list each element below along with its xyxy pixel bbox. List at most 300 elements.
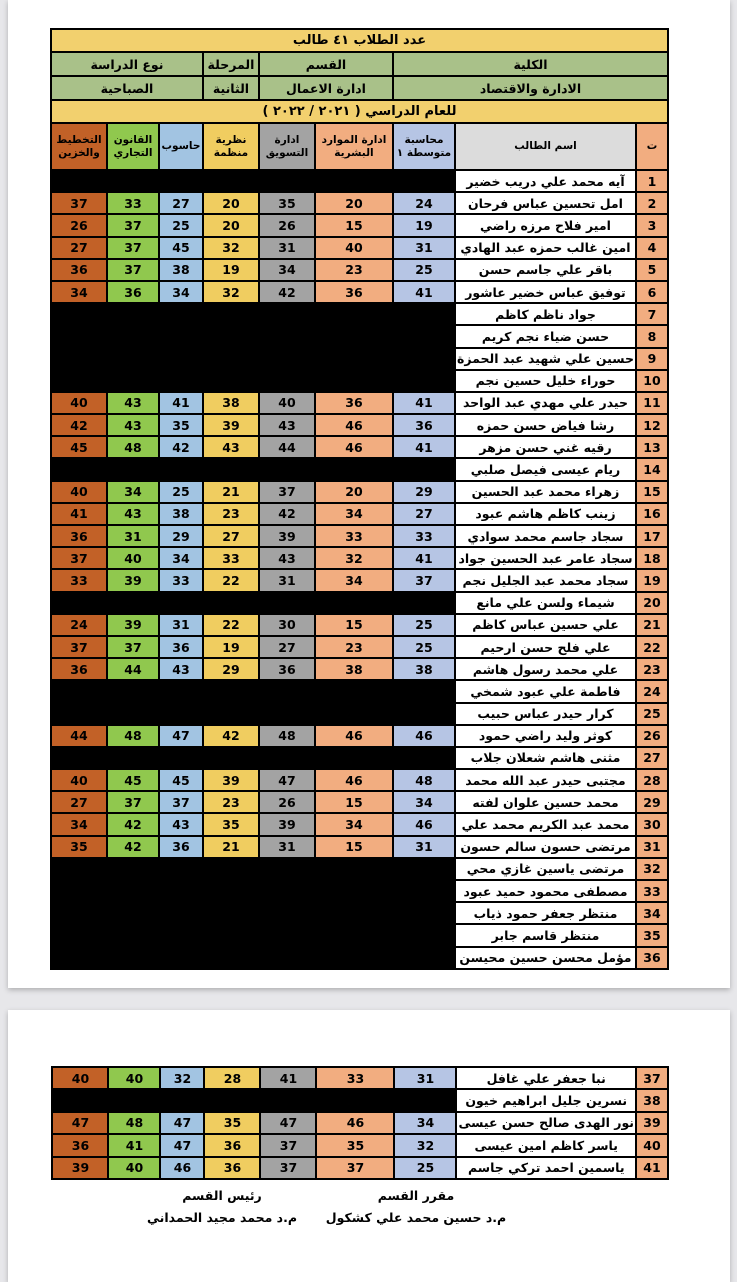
student-name: علي حسين عباس كاظم bbox=[455, 614, 636, 636]
grade-cell-human-resources-management: 46 bbox=[315, 769, 393, 791]
grade-cell-intermediate-accounting-1: 36 bbox=[393, 414, 455, 436]
grade-cell-computer: 29 bbox=[159, 525, 203, 547]
redacted-grades-block bbox=[51, 348, 455, 370]
grade-cell-planning-and-storage: 40 bbox=[51, 481, 107, 503]
grade-cell-human-resources-management: 40 bbox=[315, 237, 393, 259]
grade-cell-planning-and-storage: 45 bbox=[51, 436, 107, 458]
redacted-grades-block bbox=[51, 880, 455, 902]
grade-cell-human-resources-management: 35 bbox=[316, 1134, 394, 1156]
info-labels-row bbox=[51, 52, 668, 76]
grade-cell-human-resources-management: 34 bbox=[315, 813, 393, 835]
grades-table-page2 bbox=[51, 1066, 669, 1180]
student-row bbox=[52, 1112, 668, 1134]
student-serial: 11 bbox=[636, 392, 668, 414]
grade-cell-human-resources-management: 23 bbox=[315, 259, 393, 281]
grade-cell-computer: 38 bbox=[159, 503, 203, 525]
grade-cell-marketing-management: 31 bbox=[259, 237, 315, 259]
grade-cell-organization-theory: 27 bbox=[203, 525, 259, 547]
student-serial: 32 bbox=[636, 858, 668, 880]
grade-cell-organization-theory: 22 bbox=[203, 569, 259, 591]
grade-cell-marketing-management: 30 bbox=[259, 614, 315, 636]
student-row bbox=[51, 791, 668, 813]
student-row bbox=[51, 836, 668, 858]
student-row bbox=[52, 1067, 668, 1089]
grade-cell-organization-theory: 42 bbox=[203, 725, 259, 747]
grade-cell-human-resources-management: 33 bbox=[315, 525, 393, 547]
grade-cell-intermediate-accounting-1: 25 bbox=[393, 259, 455, 281]
grade-cell-computer: 33 bbox=[159, 569, 203, 591]
student-row bbox=[51, 370, 668, 392]
grade-cell-planning-and-storage: 37 bbox=[51, 192, 107, 214]
student-name: رقيه غني حسن مزهر bbox=[455, 436, 636, 458]
student-serial: 9 bbox=[636, 348, 668, 370]
student-name: ياسمين احمد تركي جاسم bbox=[456, 1157, 636, 1179]
grade-cell-planning-and-storage: 36 bbox=[51, 259, 107, 281]
student-row bbox=[51, 237, 668, 259]
student-serial: 26 bbox=[636, 725, 668, 747]
student-serial: 31 bbox=[636, 836, 668, 858]
student-name: محمد عبد الكريم محمد علي bbox=[455, 813, 636, 835]
student-name: فاطمة علي عبود شمخي bbox=[455, 680, 636, 702]
grade-cell-human-resources-management: 15 bbox=[315, 614, 393, 636]
student-name: سجاد محمد عبد الجليل نجم bbox=[455, 569, 636, 591]
grade-cell-commercial-law: 39 bbox=[107, 614, 159, 636]
grade-cell-human-resources-management: 34 bbox=[315, 503, 393, 525]
grade-cell-human-resources-management: 23 bbox=[315, 636, 393, 658]
department-head-name: م.د محمد مجيد الحمداني bbox=[146, 1210, 297, 1225]
grade-cell-planning-and-storage: 34 bbox=[51, 281, 107, 303]
grade-cell-planning-and-storage: 42 bbox=[51, 414, 107, 436]
grade-cell-planning-and-storage: 27 bbox=[51, 791, 107, 813]
student-row bbox=[51, 547, 668, 569]
grade-cell-commercial-law: 33 bbox=[107, 192, 159, 214]
student-name: زينب كاظم هاشم عبود bbox=[455, 503, 636, 525]
student-row bbox=[51, 858, 668, 880]
grade-cell-intermediate-accounting-1: 24 bbox=[393, 192, 455, 214]
grade-cell-intermediate-accounting-1: 31 bbox=[393, 237, 455, 259]
study-type-value-cell: الصباحية bbox=[51, 76, 203, 100]
student-row bbox=[51, 636, 668, 658]
grade-cell-marketing-management: 26 bbox=[259, 791, 315, 813]
signature-rapporteur bbox=[316, 1188, 516, 1225]
grade-cell-computer: 36 bbox=[159, 836, 203, 858]
student-serial: 36 bbox=[636, 947, 668, 969]
grade-cell-computer: 43 bbox=[159, 813, 203, 835]
column-header-intermediate-accounting-1: محاسبة متوسطة ١ bbox=[393, 123, 455, 170]
redacted-grades-block bbox=[51, 458, 455, 480]
student-serial: 12 bbox=[636, 414, 668, 436]
column-header-serial: ت bbox=[636, 123, 668, 170]
grade-cell-organization-theory: 43 bbox=[203, 436, 259, 458]
column-header-planning-and-storage: التخطيط والخزين bbox=[51, 123, 107, 170]
grade-cell-organization-theory: 32 bbox=[203, 281, 259, 303]
student-serial: 23 bbox=[636, 658, 668, 680]
student-serial: 1 bbox=[636, 170, 668, 192]
grade-cell-organization-theory: 21 bbox=[203, 481, 259, 503]
student-serial: 30 bbox=[636, 813, 668, 835]
students-count-cell: عدد الطلاب ٤١ طالب bbox=[51, 29, 668, 52]
student-name: نبا جعفر علي غافل bbox=[456, 1067, 636, 1089]
grade-cell-planning-and-storage: 40 bbox=[51, 769, 107, 791]
student-serial: 8 bbox=[636, 325, 668, 347]
student-name: حسن ضياء نجم كريم bbox=[455, 325, 636, 347]
student-name: نسرين جليل ابراهيم خيون bbox=[456, 1089, 636, 1111]
grade-cell-computer: 32 bbox=[160, 1067, 204, 1089]
info-values-row bbox=[51, 76, 668, 100]
grade-cell-marketing-management: 43 bbox=[259, 414, 315, 436]
grade-cell-marketing-management: 41 bbox=[260, 1067, 316, 1089]
student-name: مثنى هاشم شعلان جلاب bbox=[455, 747, 636, 769]
grade-cell-marketing-management: 40 bbox=[259, 392, 315, 414]
grade-cell-organization-theory: 28 bbox=[204, 1067, 260, 1089]
grade-cell-planning-and-storage: 35 bbox=[51, 836, 107, 858]
grade-cell-organization-theory: 23 bbox=[203, 791, 259, 813]
grade-cell-computer: 38 bbox=[159, 259, 203, 281]
student-serial: 4 bbox=[636, 237, 668, 259]
rapporteur-title: مقرر القسم bbox=[377, 1188, 455, 1203]
student-name: توفيق عباس خضير عاشور bbox=[455, 281, 636, 303]
student-row bbox=[51, 924, 668, 946]
grade-cell-marketing-management: 31 bbox=[259, 569, 315, 591]
grade-cell-marketing-management: 36 bbox=[259, 658, 315, 680]
grade-cell-intermediate-accounting-1: 37 bbox=[393, 569, 455, 591]
student-name: سجاد جاسم محمد سوادي bbox=[455, 525, 636, 547]
grade-cell-marketing-management: 27 bbox=[259, 636, 315, 658]
student-serial: 22 bbox=[636, 636, 668, 658]
grade-cell-human-resources-management: 46 bbox=[316, 1112, 394, 1134]
grade-cell-planning-and-storage: 47 bbox=[52, 1112, 108, 1134]
column-header-human-resources-management: ادارة الموارد البشرية bbox=[315, 123, 393, 170]
grade-cell-organization-theory: 19 bbox=[203, 259, 259, 281]
grade-cell-planning-and-storage: 24 bbox=[51, 614, 107, 636]
grade-cell-computer: 35 bbox=[159, 414, 203, 436]
student-serial: 10 bbox=[636, 370, 668, 392]
grade-cell-planning-and-storage: 36 bbox=[52, 1134, 108, 1156]
student-row bbox=[52, 1089, 668, 1111]
student-row bbox=[51, 392, 668, 414]
grade-cell-human-resources-management: 15 bbox=[315, 791, 393, 813]
student-serial: 5 bbox=[636, 259, 668, 281]
redacted-grades-block bbox=[51, 680, 455, 702]
department-head-title: رئيس القسم bbox=[182, 1188, 262, 1203]
grade-cell-human-resources-management: 15 bbox=[315, 214, 393, 236]
grade-cell-intermediate-accounting-1: 29 bbox=[393, 481, 455, 503]
student-name: سجاد عامر عبد الحسين جواد bbox=[455, 547, 636, 569]
grade-cell-planning-and-storage: 34 bbox=[51, 813, 107, 835]
grade-cell-marketing-management: 48 bbox=[259, 725, 315, 747]
student-serial: 14 bbox=[636, 458, 668, 480]
student-name: منتظر قاسم جابر bbox=[455, 924, 636, 946]
grade-cell-intermediate-accounting-1: 25 bbox=[394, 1157, 456, 1179]
student-serial: 2 bbox=[636, 192, 668, 214]
grade-cell-commercial-law: 39 bbox=[107, 569, 159, 591]
redacted-grades-block bbox=[51, 170, 455, 192]
student-serial: 13 bbox=[636, 436, 668, 458]
grade-cell-organization-theory: 19 bbox=[203, 636, 259, 658]
grade-cell-commercial-law: 37 bbox=[107, 791, 159, 813]
grade-cell-planning-and-storage: 37 bbox=[51, 636, 107, 658]
grade-cell-human-resources-management: 46 bbox=[315, 725, 393, 747]
grade-cell-intermediate-accounting-1: 19 bbox=[393, 214, 455, 236]
grade-cell-human-resources-management: 46 bbox=[315, 436, 393, 458]
student-serial: 29 bbox=[636, 791, 668, 813]
grade-cell-intermediate-accounting-1: 31 bbox=[394, 1067, 456, 1089]
grade-cell-commercial-law: 48 bbox=[107, 436, 159, 458]
student-name: جواد ناظم كاظم bbox=[455, 303, 636, 325]
grade-cell-commercial-law: 48 bbox=[108, 1112, 160, 1134]
grade-cell-marketing-management: 37 bbox=[259, 481, 315, 503]
student-row bbox=[51, 481, 668, 503]
grade-cell-computer: 47 bbox=[159, 725, 203, 747]
grade-cell-marketing-management: 37 bbox=[260, 1134, 316, 1156]
page-2 bbox=[8, 1010, 730, 1282]
grade-cell-computer: 34 bbox=[159, 547, 203, 569]
grade-cell-organization-theory: 22 bbox=[203, 614, 259, 636]
student-serial: 38 bbox=[636, 1089, 668, 1111]
student-serial: 6 bbox=[636, 281, 668, 303]
grade-cell-planning-and-storage: 26 bbox=[51, 214, 107, 236]
grade-cell-computer: 46 bbox=[160, 1157, 204, 1179]
student-name: مجتبى حيدر عبد الله محمد bbox=[455, 769, 636, 791]
grade-cell-organization-theory: 38 bbox=[203, 392, 259, 414]
student-serial: 18 bbox=[636, 547, 668, 569]
department-value-cell: ادارة الاعمال bbox=[259, 76, 393, 100]
student-name: زهراء محمد عبد الحسين bbox=[455, 481, 636, 503]
grade-cell-commercial-law: 36 bbox=[107, 281, 159, 303]
grade-cell-organization-theory: 20 bbox=[203, 214, 259, 236]
grade-cell-intermediate-accounting-1: 41 bbox=[393, 392, 455, 414]
student-row bbox=[51, 725, 668, 747]
grade-cell-commercial-law: 43 bbox=[107, 392, 159, 414]
grade-cell-human-resources-management: 36 bbox=[315, 392, 393, 414]
student-serial: 37 bbox=[636, 1067, 668, 1089]
grade-cell-intermediate-accounting-1: 32 bbox=[394, 1134, 456, 1156]
grade-cell-computer: 25 bbox=[159, 214, 203, 236]
student-serial: 17 bbox=[636, 525, 668, 547]
grade-cell-marketing-management: 34 bbox=[259, 259, 315, 281]
student-serial: 41 bbox=[636, 1157, 668, 1179]
student-row bbox=[51, 769, 668, 791]
column-header-organization-theory: نظرية منظمة bbox=[203, 123, 259, 170]
student-serial: 35 bbox=[636, 924, 668, 946]
grade-cell-commercial-law: 37 bbox=[107, 259, 159, 281]
grade-cell-commercial-law: 37 bbox=[107, 237, 159, 259]
student-row bbox=[51, 325, 668, 347]
student-row bbox=[52, 1157, 668, 1179]
student-name: نور الهدى صالح حسن عيسى bbox=[456, 1112, 636, 1134]
student-row bbox=[51, 192, 668, 214]
grade-cell-commercial-law: 48 bbox=[107, 725, 159, 747]
student-name: مؤمل محسن حسين محيسن bbox=[455, 947, 636, 969]
student-name: حوراء خليل حسين نجم bbox=[455, 370, 636, 392]
column-header-student-name: اسم الطالب bbox=[455, 123, 636, 170]
student-row bbox=[51, 503, 668, 525]
grade-cell-computer: 37 bbox=[159, 791, 203, 813]
grade-cell-human-resources-management: 36 bbox=[315, 281, 393, 303]
grade-cell-commercial-law: 40 bbox=[107, 547, 159, 569]
grade-cell-organization-theory: 36 bbox=[204, 1157, 260, 1179]
student-name: حيدر علي مهدي عبد الواحد bbox=[455, 392, 636, 414]
student-row bbox=[51, 658, 668, 680]
student-serial: 28 bbox=[636, 769, 668, 791]
student-row bbox=[51, 348, 668, 370]
grade-cell-intermediate-accounting-1: 46 bbox=[393, 813, 455, 835]
student-serial: 19 bbox=[636, 569, 668, 591]
grade-cell-human-resources-management: 37 bbox=[316, 1157, 394, 1179]
student-row bbox=[51, 813, 668, 835]
grade-cell-planning-and-storage: 36 bbox=[51, 658, 107, 680]
grade-cell-intermediate-accounting-1: 31 bbox=[393, 836, 455, 858]
student-row bbox=[51, 259, 668, 281]
student-serial: 34 bbox=[636, 902, 668, 924]
grade-cell-commercial-law: 42 bbox=[107, 836, 159, 858]
redacted-grades-block bbox=[51, 924, 455, 946]
student-name: امير فلاح مرزه راضي bbox=[455, 214, 636, 236]
student-row bbox=[51, 592, 668, 614]
grade-cell-computer: 47 bbox=[160, 1134, 204, 1156]
grade-cell-computer: 31 bbox=[159, 614, 203, 636]
grade-cell-planning-and-storage: 39 bbox=[52, 1157, 108, 1179]
student-row bbox=[51, 947, 668, 969]
student-row bbox=[51, 436, 668, 458]
student-row bbox=[51, 614, 668, 636]
student-row bbox=[51, 214, 668, 236]
grade-cell-intermediate-accounting-1: 25 bbox=[393, 614, 455, 636]
grade-cell-computer: 36 bbox=[159, 636, 203, 658]
student-name: حسين علي شهيد عبد الحمزة bbox=[455, 348, 636, 370]
student-row bbox=[51, 281, 668, 303]
grade-cell-marketing-management: 31 bbox=[259, 836, 315, 858]
student-row bbox=[51, 880, 668, 902]
grade-cell-intermediate-accounting-1: 27 bbox=[393, 503, 455, 525]
grade-cell-organization-theory: 35 bbox=[204, 1112, 260, 1134]
grade-cell-organization-theory: 20 bbox=[203, 192, 259, 214]
student-serial: 25 bbox=[636, 703, 668, 725]
grade-cell-organization-theory: 39 bbox=[203, 769, 259, 791]
grade-cell-human-resources-management: 34 bbox=[315, 569, 393, 591]
student-name: آيه محمد علي دريب خضير bbox=[455, 170, 636, 192]
study-type-label-cell: نوع الدراسة bbox=[51, 52, 203, 76]
grade-cell-organization-theory: 32 bbox=[203, 237, 259, 259]
student-serial: 24 bbox=[636, 680, 668, 702]
student-name: امل تحسين عباس فرحان bbox=[455, 192, 636, 214]
column-header-computer: حاسوب bbox=[159, 123, 203, 170]
grade-cell-commercial-law: 37 bbox=[107, 214, 159, 236]
grade-cell-intermediate-accounting-1: 34 bbox=[393, 791, 455, 813]
signature-department-head bbox=[122, 1188, 322, 1225]
grade-cell-marketing-management: 43 bbox=[259, 547, 315, 569]
grade-cell-planning-and-storage: 44 bbox=[51, 725, 107, 747]
student-serial: 3 bbox=[636, 214, 668, 236]
student-name: رشا فياض حسن حمزه bbox=[455, 414, 636, 436]
grade-cell-commercial-law: 31 bbox=[107, 525, 159, 547]
redacted-grades-block bbox=[51, 325, 455, 347]
student-serial: 33 bbox=[636, 880, 668, 902]
student-serial: 27 bbox=[636, 747, 668, 769]
student-row bbox=[51, 569, 668, 591]
rapporteur-name: م.د حسين محمد علي كشكول bbox=[325, 1210, 507, 1225]
student-row bbox=[51, 703, 668, 725]
grade-cell-human-resources-management: 38 bbox=[315, 658, 393, 680]
grade-cell-marketing-management: 26 bbox=[259, 214, 315, 236]
academic-year-row bbox=[51, 100, 668, 123]
grade-cell-marketing-management: 44 bbox=[259, 436, 315, 458]
grade-cell-commercial-law: 43 bbox=[107, 414, 159, 436]
student-row bbox=[51, 170, 668, 192]
grade-cell-planning-and-storage: 40 bbox=[51, 392, 107, 414]
department-label-cell: القسم bbox=[259, 52, 393, 76]
student-name: مرتضى ياسين غازي محي bbox=[455, 858, 636, 880]
stage-label-cell: المرحلة bbox=[203, 52, 259, 76]
grade-cell-marketing-management: 47 bbox=[259, 769, 315, 791]
grade-cell-human-resources-management: 32 bbox=[315, 547, 393, 569]
student-row bbox=[51, 902, 668, 924]
student-row bbox=[51, 680, 668, 702]
student-name: مصطفى محمود حميد عبود bbox=[455, 880, 636, 902]
grade-cell-intermediate-accounting-1: 38 bbox=[393, 658, 455, 680]
student-name: علي محمد رسول هاشم bbox=[455, 658, 636, 680]
grade-cell-human-resources-management: 20 bbox=[315, 192, 393, 214]
redacted-grades-block bbox=[51, 592, 455, 614]
grade-cell-computer: 45 bbox=[159, 237, 203, 259]
student-serial: 7 bbox=[636, 303, 668, 325]
grade-cell-organization-theory: 35 bbox=[203, 813, 259, 835]
grade-cell-commercial-law: 40 bbox=[108, 1157, 160, 1179]
student-name: كوثر وليد راضي حمود bbox=[455, 725, 636, 747]
grade-cell-planning-and-storage: 40 bbox=[52, 1067, 108, 1089]
grade-cell-organization-theory: 36 bbox=[204, 1134, 260, 1156]
grade-cell-computer: 43 bbox=[159, 658, 203, 680]
grade-cell-commercial-law: 45 bbox=[107, 769, 159, 791]
grade-cell-marketing-management: 39 bbox=[259, 525, 315, 547]
student-name: كرار حيدر عباس حبيب bbox=[455, 703, 636, 725]
redacted-grades-block bbox=[51, 370, 455, 392]
student-serial: 16 bbox=[636, 503, 668, 525]
grade-cell-intermediate-accounting-1: 41 bbox=[393, 436, 455, 458]
redacted-grades-block bbox=[52, 1089, 456, 1111]
student-name: شيماء ولسن علي مانع bbox=[455, 592, 636, 614]
grade-cell-organization-theory: 33 bbox=[203, 547, 259, 569]
student-row bbox=[52, 1134, 668, 1156]
grade-cell-computer: 25 bbox=[159, 481, 203, 503]
stage-value-cell: الثانية bbox=[203, 76, 259, 100]
grade-cell-computer: 41 bbox=[159, 392, 203, 414]
grade-cell-organization-theory: 39 bbox=[203, 414, 259, 436]
grade-cell-commercial-law: 44 bbox=[107, 658, 159, 680]
grade-cell-planning-and-storage: 36 bbox=[51, 525, 107, 547]
column-header-commercial-law: القانون التجاري bbox=[107, 123, 159, 170]
student-serial: 40 bbox=[636, 1134, 668, 1156]
grade-cell-intermediate-accounting-1: 33 bbox=[393, 525, 455, 547]
grade-cell-planning-and-storage: 37 bbox=[51, 547, 107, 569]
student-row bbox=[51, 303, 668, 325]
grade-cell-commercial-law: 34 bbox=[107, 481, 159, 503]
grade-cell-intermediate-accounting-1: 25 bbox=[393, 636, 455, 658]
college-value-cell: الادارة والاقتصاد bbox=[393, 76, 668, 100]
grade-cell-commercial-law: 37 bbox=[107, 636, 159, 658]
student-serial: 21 bbox=[636, 614, 668, 636]
student-name: ياسر كاظم امين عيسى bbox=[456, 1134, 636, 1156]
grade-cell-human-resources-management: 15 bbox=[315, 836, 393, 858]
grade-cell-computer: 47 bbox=[160, 1112, 204, 1134]
page-1 bbox=[8, 0, 730, 988]
grade-cell-marketing-management: 47 bbox=[260, 1112, 316, 1134]
student-row bbox=[51, 414, 668, 436]
redacted-grades-block bbox=[51, 303, 455, 325]
redacted-grades-block bbox=[51, 858, 455, 880]
grade-cell-human-resources-management: 33 bbox=[316, 1067, 394, 1089]
grade-cell-computer: 42 bbox=[159, 436, 203, 458]
